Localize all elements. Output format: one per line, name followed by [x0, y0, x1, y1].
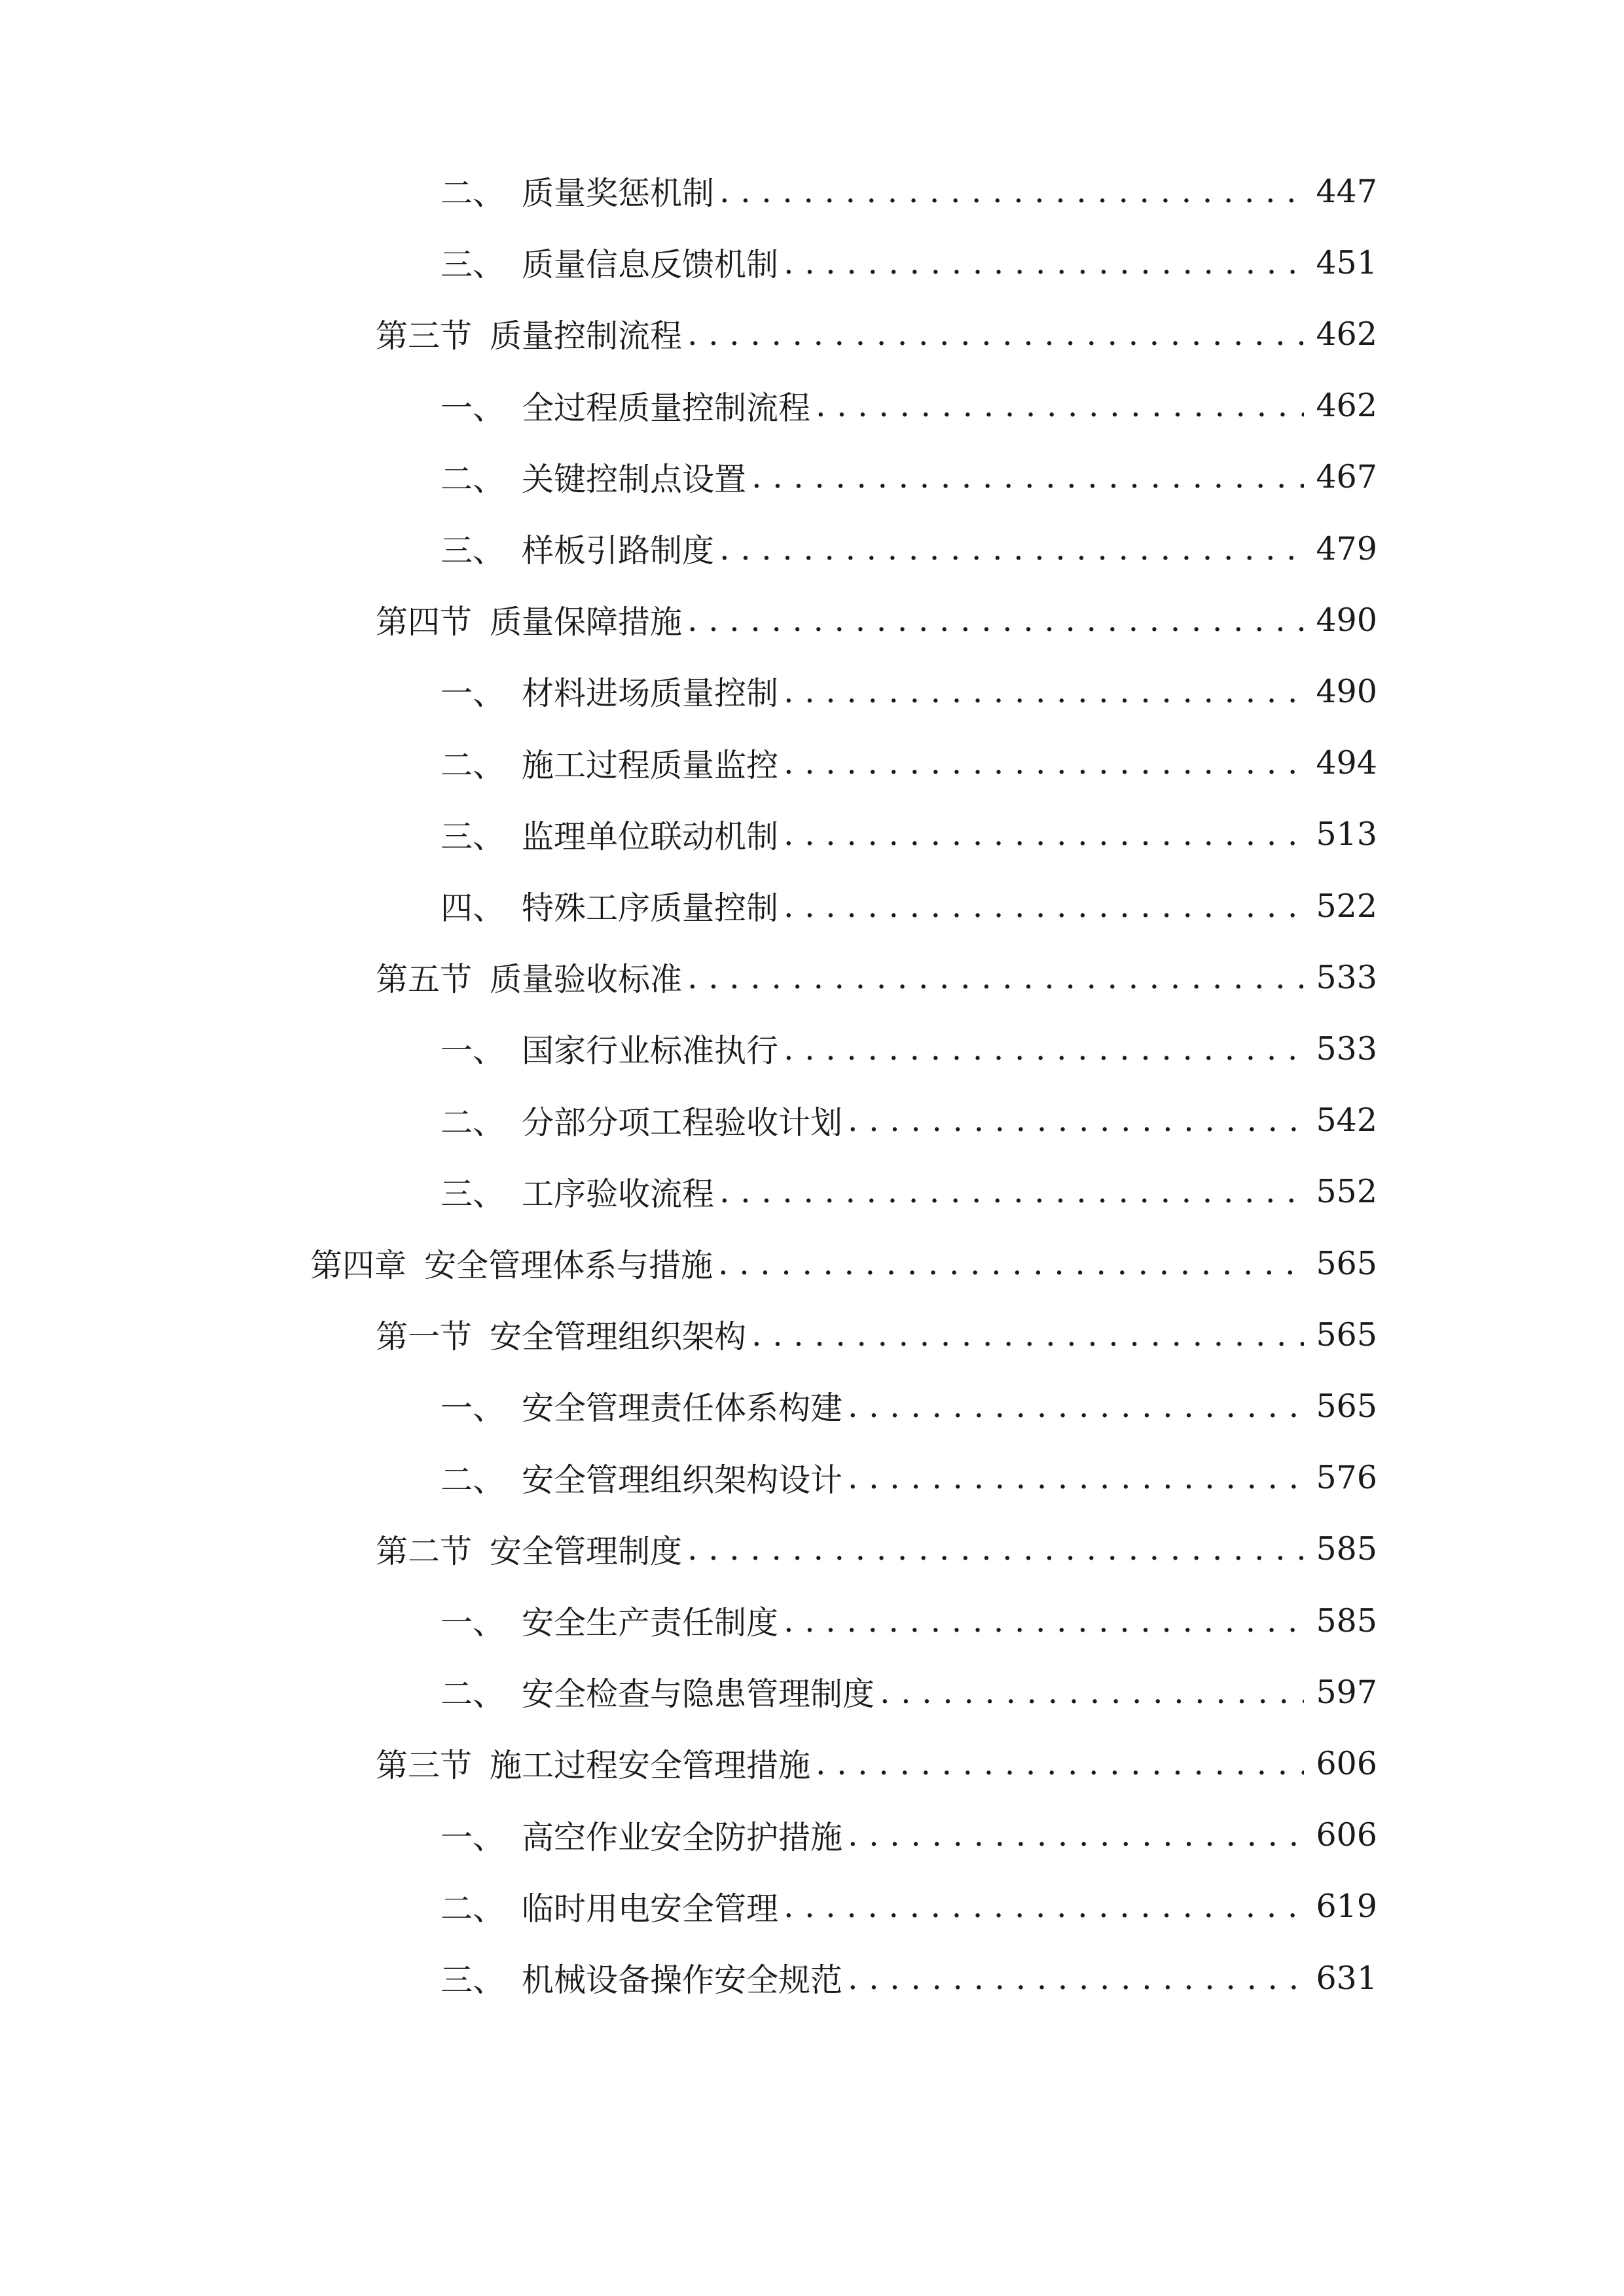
- toc-entry-number: 四、: [441, 889, 505, 927]
- toc-entry-number: 三、: [441, 817, 505, 855]
- toc-entry-title: 质量验收标准: [490, 961, 683, 999]
- toc-entry-item[interactable]: [441, 1094, 1377, 1147]
- toc-entry-page-number: 565: [1316, 1316, 1377, 1354]
- dot-leader: [848, 1459, 1304, 1496]
- toc-entry-number: 第四章: [310, 1247, 407, 1284]
- toc-entry-page-number: 606: [1316, 1744, 1377, 1782]
- dot-leader: [687, 959, 1304, 996]
- toc-entry-title: 全过程质量控制流程: [522, 389, 811, 427]
- toc-entry-page-number: 631: [1316, 1959, 1377, 1997]
- toc-entry-chapter[interactable]: [310, 1237, 1377, 1289]
- dot-leader: [848, 1960, 1304, 1997]
- toc-entry-section[interactable]: [376, 594, 1377, 646]
- toc-entry-item[interactable]: [441, 165, 1377, 217]
- toc-entry-title: 质量信息反馈机制: [522, 246, 779, 284]
- toc-entry-page-number: 552: [1316, 1173, 1377, 1211]
- dot-leader: [719, 530, 1304, 567]
- toc-entry-page-number: 533: [1316, 1030, 1377, 1067]
- toc-entry-title: 施工过程质量监控: [522, 746, 779, 784]
- toc-entry-item[interactable]: [441, 880, 1377, 932]
- toc-entry-number: 二、: [441, 746, 505, 784]
- toc-entry-page-number: 462: [1316, 387, 1377, 425]
- dot-leader: [751, 458, 1304, 495]
- toc-entry-title: 国家行业标准执行: [522, 1032, 779, 1070]
- toc-entry-section[interactable]: [376, 308, 1377, 360]
- dot-leader: [784, 816, 1304, 853]
- toc-entry-number: 二、: [441, 175, 505, 212]
- toc-entry-number: 第二节: [376, 1532, 473, 1570]
- dot-leader: [687, 1530, 1304, 1568]
- toc-entry-section[interactable]: [376, 951, 1377, 1003]
- toc-entry-title: 安全生产责任制度: [522, 1604, 779, 1641]
- toc-entry-number: 一、: [441, 1818, 505, 1856]
- toc-entry-title: 材料进场质量控制: [522, 675, 779, 713]
- toc-entry-item[interactable]: [441, 1380, 1377, 1432]
- dot-leader: [848, 1388, 1304, 1425]
- dot-leader: [816, 387, 1304, 424]
- toc-entry-title: 安全管理体系与措施: [424, 1247, 713, 1284]
- toc-entry-title: 安全管理组织架构设计: [522, 1461, 843, 1499]
- toc-entry-number: 二、: [441, 1890, 505, 1928]
- toc-entry-title: 质量保障措施: [490, 603, 683, 641]
- toc-entry-number: 第四节: [376, 603, 473, 641]
- toc-entry-page-number: 451: [1316, 243, 1377, 281]
- toc-entry-number: 第一节: [376, 1318, 473, 1356]
- toc-entry-item[interactable]: [441, 1166, 1377, 1218]
- toc-entry-section[interactable]: [376, 1308, 1377, 1361]
- toc-entry-item[interactable]: [441, 1880, 1377, 1933]
- toc-entry-number: 第五节: [376, 961, 473, 999]
- toc-entry-title: 质量控制流程: [490, 317, 683, 355]
- toc-entry-page-number: 619: [1316, 1888, 1377, 1926]
- toc-entry-title: 安全检查与隐患管理制度: [522, 1676, 875, 1713]
- dot-leader: [848, 1816, 1304, 1854]
- toc-entry-number: 三、: [441, 1962, 505, 1999]
- dot-leader: [784, 1602, 1304, 1640]
- dot-leader: [848, 1102, 1304, 1139]
- toc-entry-page-number: 585: [1316, 1602, 1377, 1640]
- dot-leader: [784, 673, 1304, 710]
- toc-entry-section[interactable]: [376, 1737, 1377, 1789]
- toc-entry-title: 分部分项工程验收计划: [522, 1103, 843, 1141]
- toc-entry-item[interactable]: [441, 737, 1377, 789]
- toc-entry-item[interactable]: [441, 1809, 1377, 1861]
- dot-leader: [687, 315, 1304, 353]
- toc-entry-number: 三、: [441, 1175, 505, 1213]
- toc-entry-item[interactable]: [441, 380, 1377, 432]
- toc-entry-number: 三、: [441, 246, 505, 284]
- toc-entry-title: 机械设备操作安全规范: [522, 1962, 843, 1999]
- dot-leader: [784, 244, 1304, 281]
- toc-entry-number: 二、: [441, 1461, 505, 1499]
- toc-entry-item[interactable]: [441, 451, 1377, 503]
- toc-entry-title: 高空作业安全防护措施: [522, 1818, 843, 1856]
- toc-entry-number: 第三节: [376, 317, 473, 355]
- toc-entry-title: 关键控制点设置: [522, 460, 747, 498]
- toc-entry-item[interactable]: [441, 236, 1377, 289]
- dot-leader: [719, 1173, 1304, 1210]
- toc-entry-title: 样板引路制度: [522, 532, 715, 569]
- toc-entry-title: 监理单位联动机制: [522, 817, 779, 855]
- toc-entry-page-number: 542: [1316, 1102, 1377, 1139]
- toc-entry-item[interactable]: [441, 1452, 1377, 1504]
- dot-leader: [719, 173, 1304, 210]
- toc-entry-page-number: 576: [1316, 1459, 1377, 1497]
- toc-entry-page-number: 447: [1316, 172, 1377, 210]
- toc-entry-page-number: 494: [1316, 744, 1377, 782]
- toc-entry-item[interactable]: [441, 1952, 1377, 2004]
- toc-entry-page-number: 490: [1316, 601, 1377, 639]
- toc-entry-title: 安全管理组织架构: [490, 1318, 747, 1356]
- dot-leader: [816, 1745, 1304, 1782]
- toc-entry-number: 一、: [441, 675, 505, 713]
- toc-entry-number: 二、: [441, 460, 505, 498]
- dot-leader: [784, 1030, 1304, 1067]
- toc-entry-title: 安全管理制度: [490, 1532, 683, 1570]
- toc-entry-number: 一、: [441, 1604, 505, 1641]
- toc-entry-page-number: 490: [1316, 672, 1377, 710]
- dot-leader: [784, 1888, 1304, 1925]
- toc-entry-title: 安全管理责任体系构建: [522, 1390, 843, 1427]
- dot-leader: [751, 1316, 1304, 1354]
- toc-entry-number: 三、: [441, 532, 505, 569]
- toc-entry-page-number: 462: [1316, 315, 1377, 353]
- dot-leader: [784, 744, 1304, 781]
- toc-entry-section[interactable]: [376, 1523, 1377, 1575]
- dot-leader: [687, 601, 1304, 639]
- toc-entry-number: 二、: [441, 1676, 505, 1713]
- toc-entry-number: 一、: [441, 1032, 505, 1070]
- toc-entry-page-number: 533: [1316, 958, 1377, 996]
- toc-entry-page-number: 565: [1316, 1387, 1377, 1425]
- dot-leader: [880, 1674, 1304, 1711]
- toc-entry-item[interactable]: [441, 522, 1377, 575]
- toc-entry-page-number: 597: [1316, 1673, 1377, 1711]
- toc-entry-number: 一、: [441, 1390, 505, 1427]
- toc-entry-title: 质量奖惩机制: [522, 175, 715, 212]
- toc-entry-title: 施工过程安全管理措施: [490, 1747, 811, 1785]
- toc-entry-number: 第三节: [376, 1747, 473, 1785]
- toc-entry-page-number: 479: [1316, 529, 1377, 567]
- toc-entry-page-number: 467: [1316, 458, 1377, 496]
- toc-entry-item[interactable]: [441, 1666, 1377, 1718]
- toc-entry-number: 一、: [441, 389, 505, 427]
- toc-entry-page-number: 606: [1316, 1816, 1377, 1854]
- toc-entry-title: 临时用电安全管理: [522, 1890, 779, 1928]
- toc-entry-item[interactable]: [441, 808, 1377, 861]
- toc-entry-page-number: 513: [1316, 816, 1377, 853]
- dot-leader: [784, 888, 1304, 925]
- toc-entry-title: 工序验收流程: [522, 1175, 715, 1213]
- toc-entry-item[interactable]: [441, 1022, 1377, 1075]
- toc-entry-item[interactable]: [441, 1594, 1377, 1647]
- toc-entry-item[interactable]: [441, 665, 1377, 717]
- dot-leader: [718, 1245, 1304, 1282]
- toc-entry-number: 二、: [441, 1103, 505, 1141]
- toc-entry-page-number: 585: [1316, 1530, 1377, 1568]
- toc-entry-page-number: 565: [1316, 1244, 1377, 1282]
- toc-entry-page-number: 522: [1316, 887, 1377, 925]
- toc-entry-title: 特殊工序质量控制: [522, 889, 779, 927]
